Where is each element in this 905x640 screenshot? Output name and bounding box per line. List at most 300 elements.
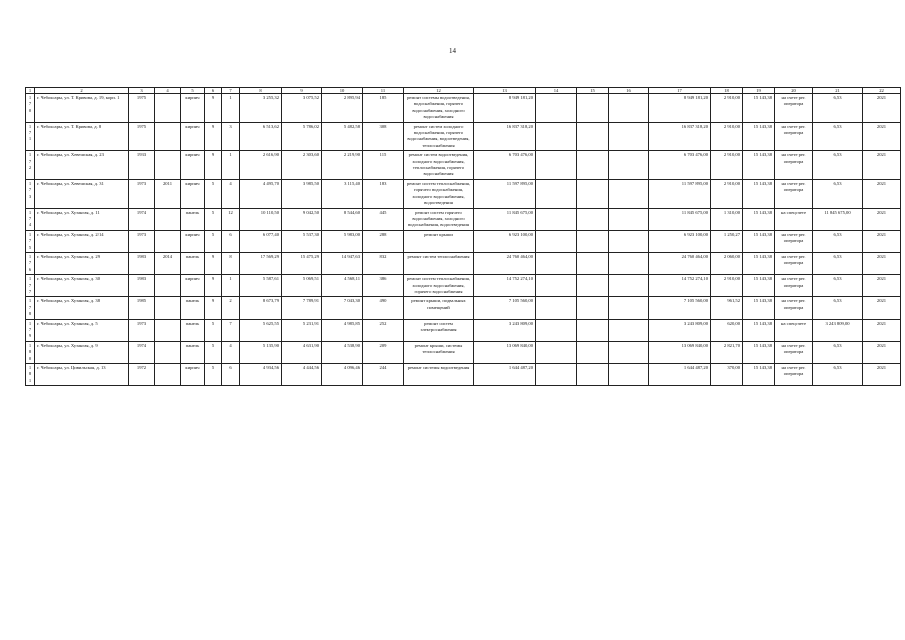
cell-total-cost: 14 752 274,10 — [474, 275, 536, 297]
cell-wall-material: кирпич — [181, 94, 205, 123]
cell-total-area: 3 255,32 — [240, 94, 282, 123]
table-row — [26, 208, 901, 230]
cell-year-built: 1974 — [129, 341, 155, 363]
cell-contribution: 6,53 — [813, 297, 863, 319]
cell-unit-cost-limit: 15 143,38 — [743, 252, 775, 274]
cell-year-built: 1983 — [129, 252, 155, 274]
cell-work-type: ремонт крыши, подвальных помещений — [404, 297, 474, 319]
cell-total-area: 5 625,55 — [240, 319, 282, 341]
cell-no: 175 — [26, 230, 35, 252]
cell-area-residential: 2 219,90 — [322, 151, 363, 180]
cell-area-residential: 5 983,00 — [322, 230, 363, 252]
header-cell-4: 4 — [155, 88, 181, 94]
cell-unit-cost-limit: 15 143,38 — [743, 297, 775, 319]
cell-address: г. Чебоксары, ул. Т. Кривова, д. 19, корп. 1 — [35, 94, 129, 123]
cell-year-built: 1983 — [129, 275, 155, 297]
cell-col-15 — [577, 341, 609, 363]
cell-total-cost: 24 760 464,00 — [474, 252, 536, 274]
table-row — [26, 230, 901, 252]
header-cell-19: 19 — [743, 88, 775, 94]
cell-col-16 — [609, 179, 649, 208]
cell-total-cost: 13 069 840,00 — [474, 341, 536, 363]
cell-unit-cost-limit: 15 143,38 — [743, 275, 775, 297]
cell-floors: 9 — [205, 151, 222, 180]
cell-completion-year: 2021 — [863, 297, 901, 319]
cell-entrances: 1 — [222, 275, 240, 297]
cell-total-area: 4 495,70 — [240, 179, 282, 208]
cell-residents: 252 — [363, 319, 404, 341]
cell-year-built: 1985 — [129, 297, 155, 319]
cell-area-premises: 3 985,50 — [282, 179, 322, 208]
cell-total-area: 4 934,56 — [240, 364, 282, 386]
cell-regional-fund: 6 703 476,00 — [649, 151, 711, 180]
cell-regional-fund: 1 644 487,20 — [649, 364, 711, 386]
table-row — [26, 151, 901, 180]
cell-entrances: 3 — [222, 122, 240, 151]
cell-work-type: ремонт системы водоотведения, водоснабжения, горячего водоснабжения, холодного водоснабжения — [404, 94, 474, 123]
cell-entrances: 4 — [222, 341, 240, 363]
cell-col-14 — [536, 230, 577, 252]
cell-year-built: 1975 — [129, 94, 155, 123]
cell-col-16 — [609, 151, 649, 180]
cell-address: г. Чебоксары, ул. Хузангая, д. 29 — [35, 252, 129, 274]
cell-col-14 — [536, 94, 577, 123]
header-cell-6: 6 — [205, 88, 222, 94]
cell-wall-material: кирпич — [181, 230, 205, 252]
cell-unit-cost-actual: 2 910,00 — [711, 122, 743, 151]
cell-work-type: ремонт систем электроснабжения — [404, 319, 474, 341]
header-cell-20: 20 — [775, 88, 813, 94]
cell-fund-account: на счете рег. оператора — [775, 341, 813, 363]
cell-area-residential: 14 947,63 — [322, 252, 363, 274]
cell-year-built: 1973 — [129, 179, 155, 208]
cell-work-type: ремонт систем холодного водоснабжения, горячего водоснабжения, водоотведения, теплоснабжения — [404, 122, 474, 151]
cell-col-14 — [536, 179, 577, 208]
cell-fund-account: на счете рег. оператора — [775, 297, 813, 319]
cell-year-reconstructed — [155, 122, 181, 151]
cell-total-cost: 6 923 100,00 — [474, 230, 536, 252]
cell-col-15 — [577, 122, 609, 151]
header-cell-9: 9 — [282, 88, 322, 94]
cell-wall-material: кирпич — [181, 151, 205, 180]
cell-year-built: 1973 — [129, 230, 155, 252]
cell-col-16 — [609, 230, 649, 252]
cell-year-built: 1972 — [129, 364, 155, 386]
cell-total-cost: 8 949 181,20 — [474, 94, 536, 123]
cell-fund-account: на счете рег. оператора — [775, 151, 813, 180]
cell-area-residential: 4 568,11 — [322, 275, 363, 297]
cell-unit-cost-limit: 15 143,38 — [743, 208, 775, 230]
cell-address: г. Чебоксары, ул. Хузангая, д. 2/14 — [35, 230, 129, 252]
cell-total-cost: 1 644 487,20 — [474, 364, 536, 386]
cell-wall-material: панель — [181, 252, 205, 274]
cell-no: 173 — [26, 179, 35, 208]
cell-completion-year: 2021 — [863, 364, 901, 386]
header-cell-16: 16 — [609, 88, 649, 94]
header-cell-1: 1 — [26, 88, 35, 94]
cell-unit-cost-actual: 1 250,27 — [711, 230, 743, 252]
cell-area-residential: 4 985,85 — [322, 319, 363, 341]
cell-unit-cost-actual: 370,00 — [711, 364, 743, 386]
cell-area-premises: 5 537,30 — [282, 230, 322, 252]
cell-year-reconstructed — [155, 94, 181, 123]
cell-address: г. Чебоксары, ул. Хузангая, д. 30 — [35, 275, 129, 297]
cell-wall-material: панель — [181, 297, 205, 319]
cell-floors: 9 — [205, 94, 222, 123]
cell-area-residential: 8 544,60 — [322, 208, 363, 230]
cell-no: 179 — [26, 319, 35, 341]
header-cell-21: 21 — [813, 88, 863, 94]
cell-total-cost: 11 845 675,00 — [474, 208, 536, 230]
cell-contribution: 6,53 — [813, 179, 863, 208]
cell-area-premises: 7 789,91 — [282, 297, 322, 319]
cell-year-reconstructed — [155, 319, 181, 341]
header-cell-18: 18 — [711, 88, 743, 94]
cell-completion-year: 2021 — [863, 208, 901, 230]
cell-unit-cost-actual: 620,00 — [711, 319, 743, 341]
cell-col-14 — [536, 151, 577, 180]
cell-wall-material: кирпич — [181, 275, 205, 297]
cell-col-15 — [577, 252, 609, 274]
cell-work-type: ремонт систем теплоснабжения, горячего водоснабжения, холодного водоснабжения, водоотведения — [404, 179, 474, 208]
cell-total-cost: 3 243 809,00 — [474, 319, 536, 341]
cell-unit-cost-limit: 15 143,38 — [743, 319, 775, 341]
cell-col-15 — [577, 319, 609, 341]
cell-area-premises: 3 075,52 — [282, 94, 322, 123]
cell-fund-account: на счете рег. оператора — [775, 94, 813, 123]
cell-residents: 244 — [363, 364, 404, 386]
cell-year-reconstructed — [155, 364, 181, 386]
cell-fund-account: на счете рег. оператора — [775, 179, 813, 208]
cell-area-premises: 15 475,29 — [282, 252, 322, 274]
cell-col-14 — [536, 319, 577, 341]
cell-area-residential: 4 096,46 — [322, 364, 363, 386]
header-cell-5: 5 — [181, 88, 205, 94]
cell-year-built: 1973 — [129, 319, 155, 341]
cell-no: 171 — [26, 122, 35, 151]
cell-contribution: 6,53 — [813, 364, 863, 386]
cell-regional-fund: 16 837 318,20 — [649, 122, 711, 151]
cell-col-14 — [536, 341, 577, 363]
cell-completion-year: 2021 — [863, 319, 901, 341]
cell-col-16 — [609, 319, 649, 341]
cell-residents: 288 — [363, 230, 404, 252]
cell-contribution: 11 845 675,00 — [813, 208, 863, 230]
cell-work-type: ремонт крыши, системы теплоснабжения — [404, 341, 474, 363]
cell-completion-year: 2021 — [863, 230, 901, 252]
table-row — [26, 319, 901, 341]
cell-address: г. Чебоксары, ул. Хузангая, д. 11 — [35, 208, 129, 230]
cell-wall-material: кирпич — [181, 179, 205, 208]
cell-col-14 — [536, 208, 577, 230]
cell-total-cost: 16 837 318,20 — [474, 122, 536, 151]
cell-no: 181 — [26, 364, 35, 386]
cell-contribution: 6,53 — [813, 151, 863, 180]
header-cell-13: 13 — [474, 88, 536, 94]
cell-residents: 115 — [363, 151, 404, 180]
cell-work-type: ремонт систем водоотведения, холодного водоснабжения, теплоснабжения, горячего водоснабжения — [404, 151, 474, 180]
cell-total-area: 5 587,61 — [240, 275, 282, 297]
cell-area-residential: 2 895,94 — [322, 94, 363, 123]
cell-work-type: ремонт систем теплоснабжения, холодного водоснабжения, горячего водоснабжения — [404, 275, 474, 297]
cell-address: г. Чебоксары, ул. Хузангая, д. 9 — [35, 341, 129, 363]
cell-floors: 5 — [205, 364, 222, 386]
cell-completion-year: 2021 — [863, 94, 901, 123]
cell-entrances: 1 — [222, 151, 240, 180]
table-row — [26, 341, 901, 363]
cell-area-premises: 4 631,90 — [282, 341, 322, 363]
cell-wall-material: панель — [181, 319, 205, 341]
cell-regional-fund: 13 069 840,00 — [649, 341, 711, 363]
cell-residents: 490 — [363, 297, 404, 319]
cell-floors: 9 — [205, 297, 222, 319]
cell-floors: 5 — [205, 341, 222, 363]
cell-no: 180 — [26, 341, 35, 363]
cell-unit-cost-limit: 15 143,38 — [743, 122, 775, 151]
cell-area-premises: 4 444,56 — [282, 364, 322, 386]
header-cell-11: 11 — [363, 88, 404, 94]
cell-col-15 — [577, 275, 609, 297]
cell-floors: 5 — [205, 319, 222, 341]
cell-year-reconstructed: 2011 — [155, 179, 181, 208]
cell-entrances: 7 — [222, 319, 240, 341]
cell-residents: 445 — [363, 208, 404, 230]
cell-total-cost: 11 597 895,00 — [474, 179, 536, 208]
cell-entrances: 8 — [222, 252, 240, 274]
cell-residents: 209 — [363, 341, 404, 363]
cell-entrances: 4 — [222, 179, 240, 208]
housing-register-table — [25, 87, 901, 386]
table-row — [26, 297, 901, 319]
cell-col-14 — [536, 252, 577, 274]
cell-area-residential: 5 482,58 — [322, 122, 363, 151]
cell-col-16 — [609, 341, 649, 363]
cell-col-15 — [577, 230, 609, 252]
cell-entrances: 6 — [222, 364, 240, 386]
cell-total-area: 2 616,90 — [240, 151, 282, 180]
cell-col-16 — [609, 208, 649, 230]
cell-regional-fund: 7 105 560,00 — [649, 297, 711, 319]
cell-floors: 9 — [205, 275, 222, 297]
cell-area-residential: 4 538,90 — [322, 341, 363, 363]
cell-col-15 — [577, 297, 609, 319]
table-row — [26, 364, 901, 386]
cell-fund-account: на спецсчете — [775, 208, 813, 230]
cell-residents: 185 — [363, 94, 404, 123]
table-row — [26, 122, 901, 151]
cell-no: 174 — [26, 208, 35, 230]
cell-residents: 308 — [363, 122, 404, 151]
cell-residents: 183 — [363, 179, 404, 208]
cell-work-type: ремонт крыши — [404, 230, 474, 252]
cell-floors: 9 — [205, 252, 222, 274]
header-cell-17: 17 — [649, 88, 711, 94]
cell-area-residential: 7 043,30 — [322, 297, 363, 319]
cell-contribution: 6,53 — [813, 275, 863, 297]
cell-year-reconstructed — [155, 341, 181, 363]
cell-address: г. Чебоксары, ул. Хевешская, д. 31 — [35, 179, 129, 208]
cell-no: 178 — [26, 297, 35, 319]
header-cell-22: 22 — [863, 88, 901, 94]
cell-total-area: 10 110,50 — [240, 208, 282, 230]
cell-contribution: 6,53 — [813, 252, 863, 274]
cell-col-14 — [536, 297, 577, 319]
cell-area-premises: 2 303,60 — [282, 151, 322, 180]
cell-year-built: 1975 — [129, 122, 155, 151]
cell-total-cost: 6 703 476,00 — [474, 151, 536, 180]
cell-contribution: 6,53 — [813, 122, 863, 151]
cell-completion-year: 2021 — [863, 252, 901, 274]
cell-col-15 — [577, 94, 609, 123]
header-cell-7: 7 — [222, 88, 240, 94]
cell-regional-fund: 11 845 675,00 — [649, 208, 711, 230]
cell-col-16 — [609, 122, 649, 151]
cell-completion-year: 2021 — [863, 275, 901, 297]
cell-area-premises: 5 786,02 — [282, 122, 322, 151]
cell-year-reconstructed — [155, 151, 181, 180]
cell-fund-account: на счете рег. оператора — [775, 122, 813, 151]
cell-unit-cost-limit: 15 143,38 — [743, 179, 775, 208]
cell-col-14 — [536, 275, 577, 297]
cell-no: 176 — [26, 252, 35, 274]
header-cell-10: 10 — [322, 88, 363, 94]
cell-contribution: 6,53 — [813, 94, 863, 123]
cell-work-type: ремонт систем горячего водоснабжения, холодного водоснабжения, водоотведения — [404, 208, 474, 230]
cell-col-15 — [577, 364, 609, 386]
cell-year-reconstructed — [155, 297, 181, 319]
page-number: 14 — [449, 47, 456, 55]
header-cell-12: 12 — [404, 88, 474, 94]
cell-year-reconstructed: 2014 — [155, 252, 181, 274]
cell-year-reconstructed — [155, 275, 181, 297]
cell-unit-cost-limit: 15 143,38 — [743, 230, 775, 252]
cell-unit-cost-actual: 2 060,00 — [711, 252, 743, 274]
cell-contribution: 6,53 — [813, 341, 863, 363]
cell-completion-year: 2021 — [863, 179, 901, 208]
cell-residents: 386 — [363, 275, 404, 297]
cell-no: 177 — [26, 275, 35, 297]
cell-unit-cost-actual: 2 910,00 — [711, 94, 743, 123]
cell-completion-year: 2021 — [863, 151, 901, 180]
cell-floors: 5 — [205, 208, 222, 230]
table-row — [26, 275, 901, 297]
cell-year-reconstructed — [155, 208, 181, 230]
cell-col-15 — [577, 208, 609, 230]
cell-year-built: 1974 — [129, 208, 155, 230]
cell-no: 172 — [26, 151, 35, 180]
cell-address: г. Чебоксары, ул. Хузангая, д. 5 — [35, 319, 129, 341]
cell-wall-material: кирпич — [181, 122, 205, 151]
cell-contribution: 3 243 809,00 — [813, 319, 863, 341]
cell-col-16 — [609, 297, 649, 319]
header-cell-15: 15 — [577, 88, 609, 94]
table-row — [26, 94, 901, 123]
cell-contribution: 6,53 — [813, 230, 863, 252]
cell-fund-account: на счете рег. оператора — [775, 252, 813, 274]
cell-unit-cost-limit: 15 143,38 — [743, 151, 775, 180]
cell-unit-cost-actual: 961,52 — [711, 297, 743, 319]
cell-fund-account: на счете рег. оператора — [775, 230, 813, 252]
cell-completion-year: 2021 — [863, 122, 901, 151]
cell-unit-cost-limit: 15 143,38 — [743, 364, 775, 386]
cell-fund-account: на счете рег. оператора — [775, 275, 813, 297]
cell-total-cost: 7 105 560,00 — [474, 297, 536, 319]
cell-residents: 832 — [363, 252, 404, 274]
cell-fund-account: на спецсчете — [775, 319, 813, 341]
cell-entrances: 1 — [222, 94, 240, 123]
cell-entrances: 12 — [222, 208, 240, 230]
cell-area-premises: 5 069,51 — [282, 275, 322, 297]
cell-total-area: 17 569,29 — [240, 252, 282, 274]
header-cell-3: 3 — [129, 88, 155, 94]
cell-regional-fund: 14 752 274,10 — [649, 275, 711, 297]
cell-entrances: 6 — [222, 230, 240, 252]
cell-address: г. Чебоксары, ул. Т. Кривова, д. 8 — [35, 122, 129, 151]
cell-area-premises: 9 042,50 — [282, 208, 322, 230]
cell-col-16 — [609, 275, 649, 297]
cell-unit-cost-actual: 2 910,00 — [711, 275, 743, 297]
cell-wall-material: кирпич — [181, 364, 205, 386]
cell-no: 170 — [26, 94, 35, 123]
cell-col-16 — [609, 364, 649, 386]
cell-work-type: ремонт системы водоотведения — [404, 364, 474, 386]
cell-floors: 9 — [205, 122, 222, 151]
cell-floors: 5 — [205, 230, 222, 252]
cell-wall-material: панель — [181, 341, 205, 363]
cell-col-15 — [577, 151, 609, 180]
header-cell-14: 14 — [536, 88, 577, 94]
cell-regional-fund: 6 923 100,00 — [649, 230, 711, 252]
cell-unit-cost-limit: 15 143,38 — [743, 341, 775, 363]
cell-regional-fund: 24 760 464,00 — [649, 252, 711, 274]
cell-unit-cost-actual: 1 310,00 — [711, 208, 743, 230]
cell-regional-fund: 3 243 809,00 — [649, 319, 711, 341]
cell-total-area: 6 077,40 — [240, 230, 282, 252]
cell-total-area: 5 135,90 — [240, 341, 282, 363]
cell-floors: 5 — [205, 179, 222, 208]
table-row — [26, 252, 901, 274]
cell-year-reconstructed — [155, 230, 181, 252]
cell-completion-year: 2021 — [863, 341, 901, 363]
cell-address: г. Чебоксары, ул. Хевешская, д. 23 — [35, 151, 129, 180]
cell-regional-fund: 8 949 181,20 — [649, 94, 711, 123]
cell-col-14 — [536, 364, 577, 386]
cell-total-area: 6 513,62 — [240, 122, 282, 151]
cell-area-residential: 3 115,40 — [322, 179, 363, 208]
cell-address: г. Чебоксары, ул. Хузангая, д. 38 — [35, 297, 129, 319]
cell-address: г. Чебоксары, ул. Цивильская, д. 13 — [35, 364, 129, 386]
cell-col-14 — [536, 122, 577, 151]
header-cell-2: 2 — [35, 88, 129, 94]
cell-unit-cost-actual: 2 910,00 — [711, 151, 743, 180]
cell-unit-cost-limit: 15 143,38 — [743, 94, 775, 123]
cell-wall-material: панель — [181, 208, 205, 230]
cell-regional-fund: 11 597 895,00 — [649, 179, 711, 208]
cell-col-15 — [577, 179, 609, 208]
cell-total-area: 8 673,79 — [240, 297, 282, 319]
cell-entrances: 2 — [222, 297, 240, 319]
cell-fund-account: на счете рег. оператора — [775, 364, 813, 386]
cell-col-16 — [609, 94, 649, 123]
header-cell-8: 8 — [240, 88, 282, 94]
table-row — [26, 179, 901, 208]
cell-col-16 — [609, 252, 649, 274]
cell-unit-cost-actual: 2 821,70 — [711, 341, 743, 363]
cell-unit-cost-actual: 2 910,00 — [711, 179, 743, 208]
cell-work-type: ремонт систем теплоснабжения — [404, 252, 474, 274]
cell-area-premises: 5 231,91 — [282, 319, 322, 341]
cell-year-built: 1933 — [129, 151, 155, 180]
